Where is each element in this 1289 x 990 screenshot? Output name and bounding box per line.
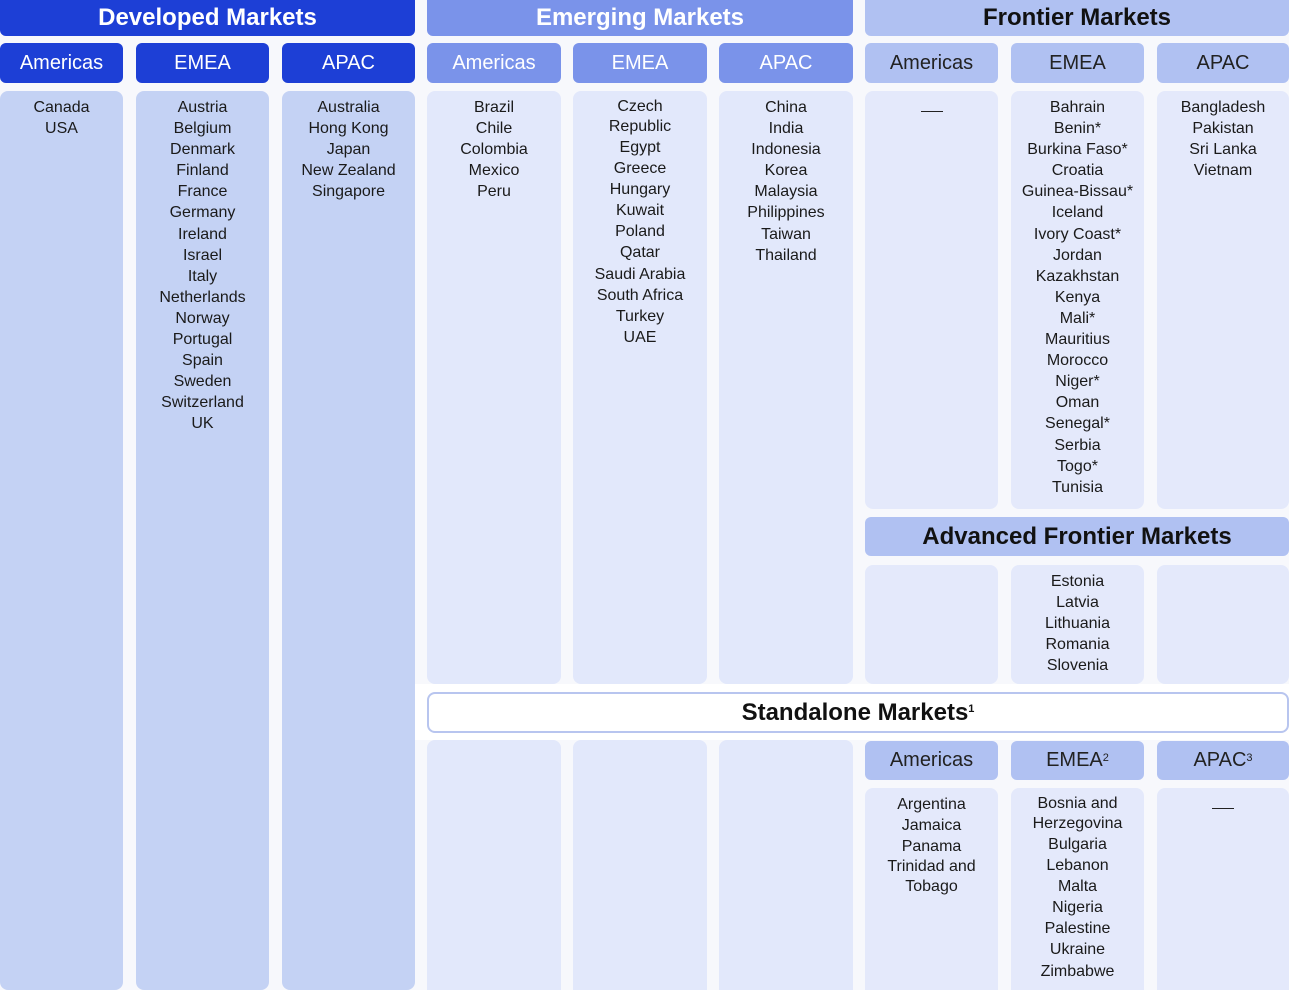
country-item: Italy	[187, 267, 218, 285]
country-item: Slovenia	[1046, 657, 1109, 675]
country-item: New Zealand	[301, 162, 396, 180]
country-item: Philippines	[747, 204, 825, 222]
empty-dash	[921, 111, 943, 112]
country-item: Jordan	[1053, 246, 1102, 264]
country-item: Kuwait	[615, 202, 665, 220]
standalone-emea-list	[1011, 788, 1144, 990]
country-item: Estonia	[1050, 573, 1105, 590]
frontier-apac-tab: APAC	[1157, 43, 1289, 83]
emerging-markets-title: Emerging Markets	[427, 0, 853, 36]
country-item: Sri Lanka	[1189, 141, 1257, 159]
frontier-apac-list	[1157, 91, 1289, 509]
country-item: UAE	[623, 328, 657, 346]
country-item: Brazil	[473, 99, 514, 116]
country-item: Tunisia	[1052, 478, 1103, 496]
country-item: Switzerland	[161, 394, 244, 412]
country-item: Mali*	[1059, 309, 1096, 327]
developed-markets-title: Developed Markets	[0, 0, 415, 36]
country-item: Guinea-Bissau*	[1021, 183, 1134, 201]
developed-apac-list	[282, 91, 415, 990]
frontier-emea-list	[1011, 91, 1144, 509]
country-item: Finland	[176, 162, 229, 180]
country-item: China	[765, 99, 807, 116]
standalone-emea-tab	[1011, 741, 1144, 780]
country-item: Singapore	[312, 183, 385, 201]
emerging-emea-tab: EMEA	[573, 43, 707, 83]
country-item: Israel	[182, 246, 223, 264]
country-item: Ireland	[178, 225, 227, 243]
standalone-markets-title	[427, 692, 1289, 733]
country-item: Senegal*	[1045, 415, 1110, 433]
country-item: Morocco	[1046, 352, 1109, 370]
standalone-title-text: Standalone Markets	[741, 698, 969, 726]
country-item: Qatar	[619, 244, 660, 262]
country-item: Colombia	[460, 141, 528, 159]
country-item: Poland	[615, 223, 665, 241]
country-item: Egypt	[619, 139, 661, 156]
footnote-marker: 3	[1246, 751, 1253, 764]
country-item: Australia	[317, 99, 380, 116]
country-item: Czech Republic	[608, 98, 672, 135]
emerging-emea-list-continued	[573, 740, 707, 990]
emerging-apac-list-continued	[719, 740, 853, 990]
country-item: Denmark	[170, 141, 235, 159]
country-item: France	[177, 183, 228, 201]
country-item: Hungary	[609, 181, 671, 199]
country-item: Croatia	[1051, 162, 1104, 180]
country-item: Peru	[477, 183, 511, 201]
advanced-frontier-americas-list	[865, 565, 998, 684]
empty-dash	[1212, 808, 1234, 809]
country-item: Chile	[475, 120, 513, 138]
standalone-americas-tab	[865, 741, 998, 780]
country-item: Burkina Faso*	[1027, 141, 1128, 159]
country-item: South Africa	[596, 286, 684, 304]
country-item: Pakistan	[1192, 120, 1254, 138]
country-item: Bangladesh	[1180, 99, 1266, 116]
country-item: Serbia	[1054, 436, 1101, 454]
country-item: Argentina	[897, 796, 966, 813]
country-item: Mauritius	[1045, 331, 1110, 349]
country-item: India	[768, 120, 804, 138]
developed-emea-list	[136, 91, 269, 990]
country-item: Palestine	[1044, 920, 1111, 938]
country-item: Thailand	[755, 246, 817, 264]
country-item: Korea	[764, 162, 808, 180]
country-item: Ivory Coast*	[1033, 225, 1122, 243]
country-item: Netherlands	[159, 288, 246, 306]
country-item: Belgium	[173, 120, 232, 138]
frontier-americas-tab: Americas	[865, 43, 998, 83]
country-item: Lebanon	[1046, 857, 1109, 875]
country-item: Norway	[175, 309, 230, 327]
country-item: Canada	[33, 99, 90, 116]
country-item: Turkey	[615, 307, 665, 325]
country-item: Romania	[1045, 636, 1110, 654]
advanced-frontier-emea-list	[1011, 565, 1144, 684]
country-item: Bahrain	[1049, 99, 1106, 116]
frontier-americas-list	[865, 91, 998, 509]
footnote-marker: 2	[1102, 751, 1109, 764]
tab-label: Americas	[889, 749, 974, 771]
emerging-americas-list-continued	[427, 740, 561, 990]
tab-label: APAC	[1193, 749, 1247, 771]
advanced-frontier-apac-list	[1157, 565, 1289, 684]
country-item: Indonesia	[751, 141, 821, 159]
country-item: Sweden	[173, 373, 232, 391]
frontier-emea-tab: EMEA	[1011, 43, 1144, 83]
country-item: Panama	[901, 838, 962, 856]
developed-americas-list	[0, 91, 123, 990]
standalone-americas-list	[865, 788, 998, 990]
developed-emea-tab: EMEA	[136, 43, 269, 83]
standalone-apac-tab	[1157, 741, 1289, 780]
country-item: Austria	[177, 99, 228, 116]
country-item: UK	[191, 415, 214, 433]
country-item: Benin*	[1053, 120, 1102, 138]
developed-apac-tab: APAC	[282, 43, 415, 83]
country-item: Vietnam	[1193, 162, 1253, 180]
country-item: Iceland	[1051, 204, 1104, 222]
country-item: Taiwan	[761, 225, 811, 243]
country-item: Hong Kong	[308, 120, 389, 138]
country-item: Jamaica	[901, 817, 962, 835]
country-item: Saudi Arabia	[594, 265, 686, 283]
emerging-emea-list	[573, 91, 707, 684]
developed-americas-tab: Americas	[0, 43, 123, 83]
country-item: Malaysia	[754, 183, 818, 201]
country-item: Niger*	[1055, 373, 1100, 391]
country-item: Bulgaria	[1048, 836, 1107, 853]
emerging-apac-list	[719, 91, 853, 684]
emerging-americas-tab: Americas	[427, 43, 561, 83]
country-item: Trinidad and Tobago	[887, 858, 976, 896]
country-item: Zimbabwe	[1040, 962, 1115, 980]
footnote-marker: 1	[968, 702, 975, 715]
country-item: Portugal	[172, 331, 233, 349]
frontier-markets-title: Frontier Markets	[865, 0, 1289, 36]
standalone-apac-list	[1157, 788, 1289, 990]
country-item: Spain	[182, 352, 223, 370]
advanced-frontier-markets-title: Advanced Frontier Markets	[865, 517, 1289, 556]
country-item: Greece	[613, 160, 667, 178]
country-item: Oman	[1055, 394, 1100, 412]
country-item: Mexico	[468, 162, 520, 180]
country-item: Germany	[169, 204, 236, 222]
tab-label: EMEA	[1046, 749, 1103, 771]
country-item: Lithuania	[1045, 615, 1110, 633]
country-item: Latvia	[1056, 594, 1099, 612]
country-item: Togo*	[1057, 457, 1098, 475]
country-item: Malta	[1057, 878, 1098, 896]
country-item: Ukraine	[1049, 941, 1106, 959]
emerging-americas-list	[427, 91, 561, 684]
country-item: Japan	[326, 141, 371, 159]
country-item: Kenya	[1054, 288, 1101, 306]
country-item: Bosnia and Herzegovina	[1032, 795, 1123, 832]
country-item: USA	[45, 120, 78, 138]
emerging-apac-tab: APAC	[719, 43, 853, 83]
country-item: Nigeria	[1052, 899, 1103, 917]
country-item: Kazakhstan	[1035, 267, 1120, 285]
